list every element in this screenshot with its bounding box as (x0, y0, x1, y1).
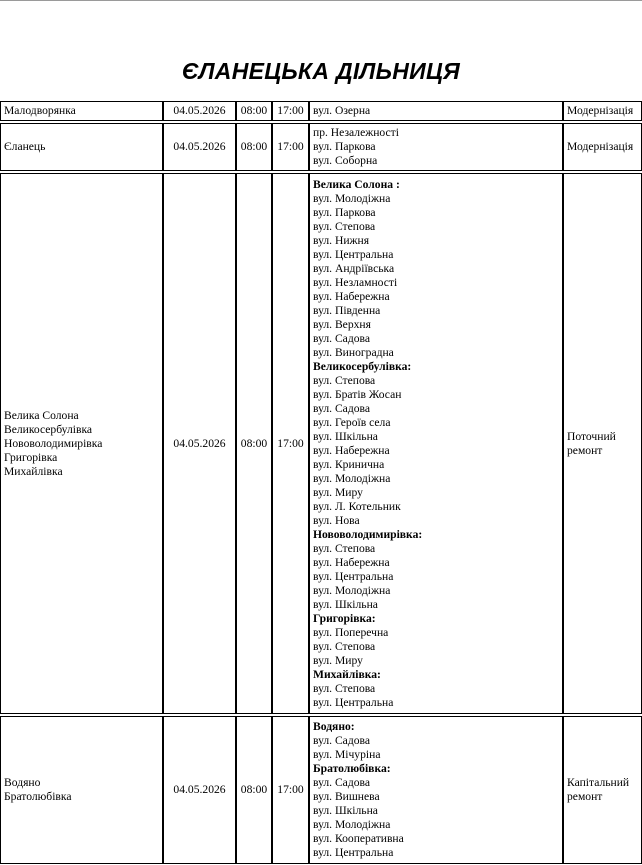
top-rule (0, 0, 642, 1)
street-name: вул. Кооперативна (313, 832, 404, 845)
work-type-cell (563, 716, 642, 864)
village-heading: Нововолодимирівка: (313, 527, 423, 541)
end-time-cell: 17:00 (272, 173, 309, 714)
street-name: вул. Молодіжна (313, 191, 391, 205)
street-name: вул. Центральна (313, 569, 394, 583)
street-name: вул. Центральна (313, 695, 394, 709)
street-name: вул. Верхня (313, 317, 371, 331)
work-type: Капітальний (567, 776, 630, 789)
street-name: вул. Набережна (313, 555, 390, 569)
settlement-name: Великосербулівка (4, 422, 93, 436)
date-cell: 04.05.2026 (163, 716, 236, 864)
street-name: вул. Степова (313, 639, 376, 653)
streets-cell (309, 173, 563, 714)
street-name: вул. Мічуріна (313, 748, 381, 761)
table-row (0, 716, 642, 864)
street-name: вул. Паркова (313, 140, 376, 153)
street-name: вул. Озерна (313, 104, 371, 117)
work-type: Модернізація (567, 140, 634, 153)
street-name: вул. Шкільна (313, 597, 378, 611)
street-name: вул. Південна (313, 303, 381, 317)
street-name: вул. Степова (313, 219, 376, 233)
work-type: ремонт (567, 443, 603, 457)
table-body (0, 101, 642, 864)
settlement-name: Малодворянка (4, 104, 76, 117)
street-name: вул. Поперечна (313, 625, 389, 639)
settlement-name: Велика Солона (4, 408, 79, 422)
village-heading: Михайлівка: (313, 667, 381, 681)
street-name: вул. Виноградна (313, 345, 394, 359)
settlement-name: Водяно (4, 776, 41, 789)
date-cell: 04.05.2026 (163, 101, 236, 121)
street-name: вул. Кринична (313, 457, 385, 471)
street-name: вул. Шкільна (313, 804, 378, 817)
date-cell: 04.05.2026 (163, 123, 236, 171)
work-type: ремонт (567, 790, 603, 803)
village-heading: Братолюбівка: (313, 762, 391, 775)
street-name: вул. Незламності (313, 275, 398, 289)
start-time-cell: 08:00 (236, 101, 272, 121)
end-time-cell: 17:00 (272, 123, 309, 171)
date-cell: 04.05.2026 (163, 173, 236, 714)
streets-cell (309, 716, 563, 864)
page-title: ЄЛАНЕЦЬКА ДІЛЬНИЦЯ (181, 58, 461, 84)
end-time-cell: 17:00 (272, 101, 309, 121)
streets-cell (309, 123, 563, 171)
work-type: Поточний (567, 429, 616, 443)
settlement-cell (0, 173, 163, 714)
street-name: вул. Миру (313, 653, 363, 667)
street-name: вул. Садова (313, 401, 370, 415)
village-heading: Водяно: (313, 720, 355, 733)
start-time-cell: 08:00 (236, 716, 272, 864)
settlement-name: Нововолодимирівка (4, 436, 103, 450)
work-type: Модернізація (567, 104, 634, 117)
street-name: вул. Садова (313, 331, 370, 345)
settlement-name: Братолюбівка (4, 790, 72, 803)
village-heading: Велика Солона : (313, 177, 400, 191)
work-type-cell (563, 173, 642, 714)
street-name: вул. Шкільна (313, 429, 378, 443)
end-time-cell: 17:00 (272, 716, 309, 864)
street-name: вул. Паркова (313, 205, 376, 219)
start-time-cell: 08:00 (236, 123, 272, 171)
street-name: пр. Незалежності (313, 126, 399, 139)
street-name: вул. Андріївська (313, 261, 395, 275)
outage-table (0, 101, 642, 864)
table-row (0, 173, 642, 714)
street-name: вул. Садова (313, 776, 370, 789)
street-name: вул. Л. Котельник (313, 499, 401, 513)
table-row (0, 123, 642, 171)
street-name: вул. Молодіжна (313, 583, 391, 597)
street-name: вул. Молодіжна (313, 818, 391, 831)
settlement-cell (0, 716, 163, 864)
street-name: вул. Центральна (313, 247, 394, 261)
start-time-cell: 08:00 (236, 173, 272, 714)
village-heading: Великосербулівка: (313, 359, 412, 373)
street-name: вул. Центральна (313, 846, 394, 859)
settlement-name: Григорівка (4, 450, 58, 464)
street-name: вул. Степова (313, 541, 376, 555)
settlement-name: Михайлівка (4, 464, 63, 478)
street-name: вул. Молодіжна (313, 471, 391, 485)
settlement-cell (0, 101, 163, 121)
street-name: вул. Героїв села (313, 415, 391, 429)
table-row (0, 101, 642, 121)
street-name: вул. Садова (313, 734, 370, 747)
settlement-name: Єланець (4, 140, 46, 153)
village-heading: Григорівка: (313, 611, 376, 625)
streets-cell (309, 101, 563, 121)
street-name: вул. Степова (313, 681, 376, 695)
street-name: вул. Набережна (313, 443, 390, 457)
street-name: вул. Соборна (313, 154, 378, 167)
street-name: вул. Нова (313, 513, 360, 527)
street-name: вул. Набережна (313, 289, 390, 303)
settlement-cell (0, 123, 163, 171)
street-name: вул. Братів Жосан (313, 387, 402, 401)
street-name: вул. Степова (313, 373, 376, 387)
street-name: вул. Нижня (313, 233, 370, 247)
work-type-cell (563, 123, 642, 171)
street-name: вул. Миру (313, 485, 363, 499)
work-type-cell (563, 101, 642, 121)
street-name: вул. Вишнева (313, 790, 380, 803)
